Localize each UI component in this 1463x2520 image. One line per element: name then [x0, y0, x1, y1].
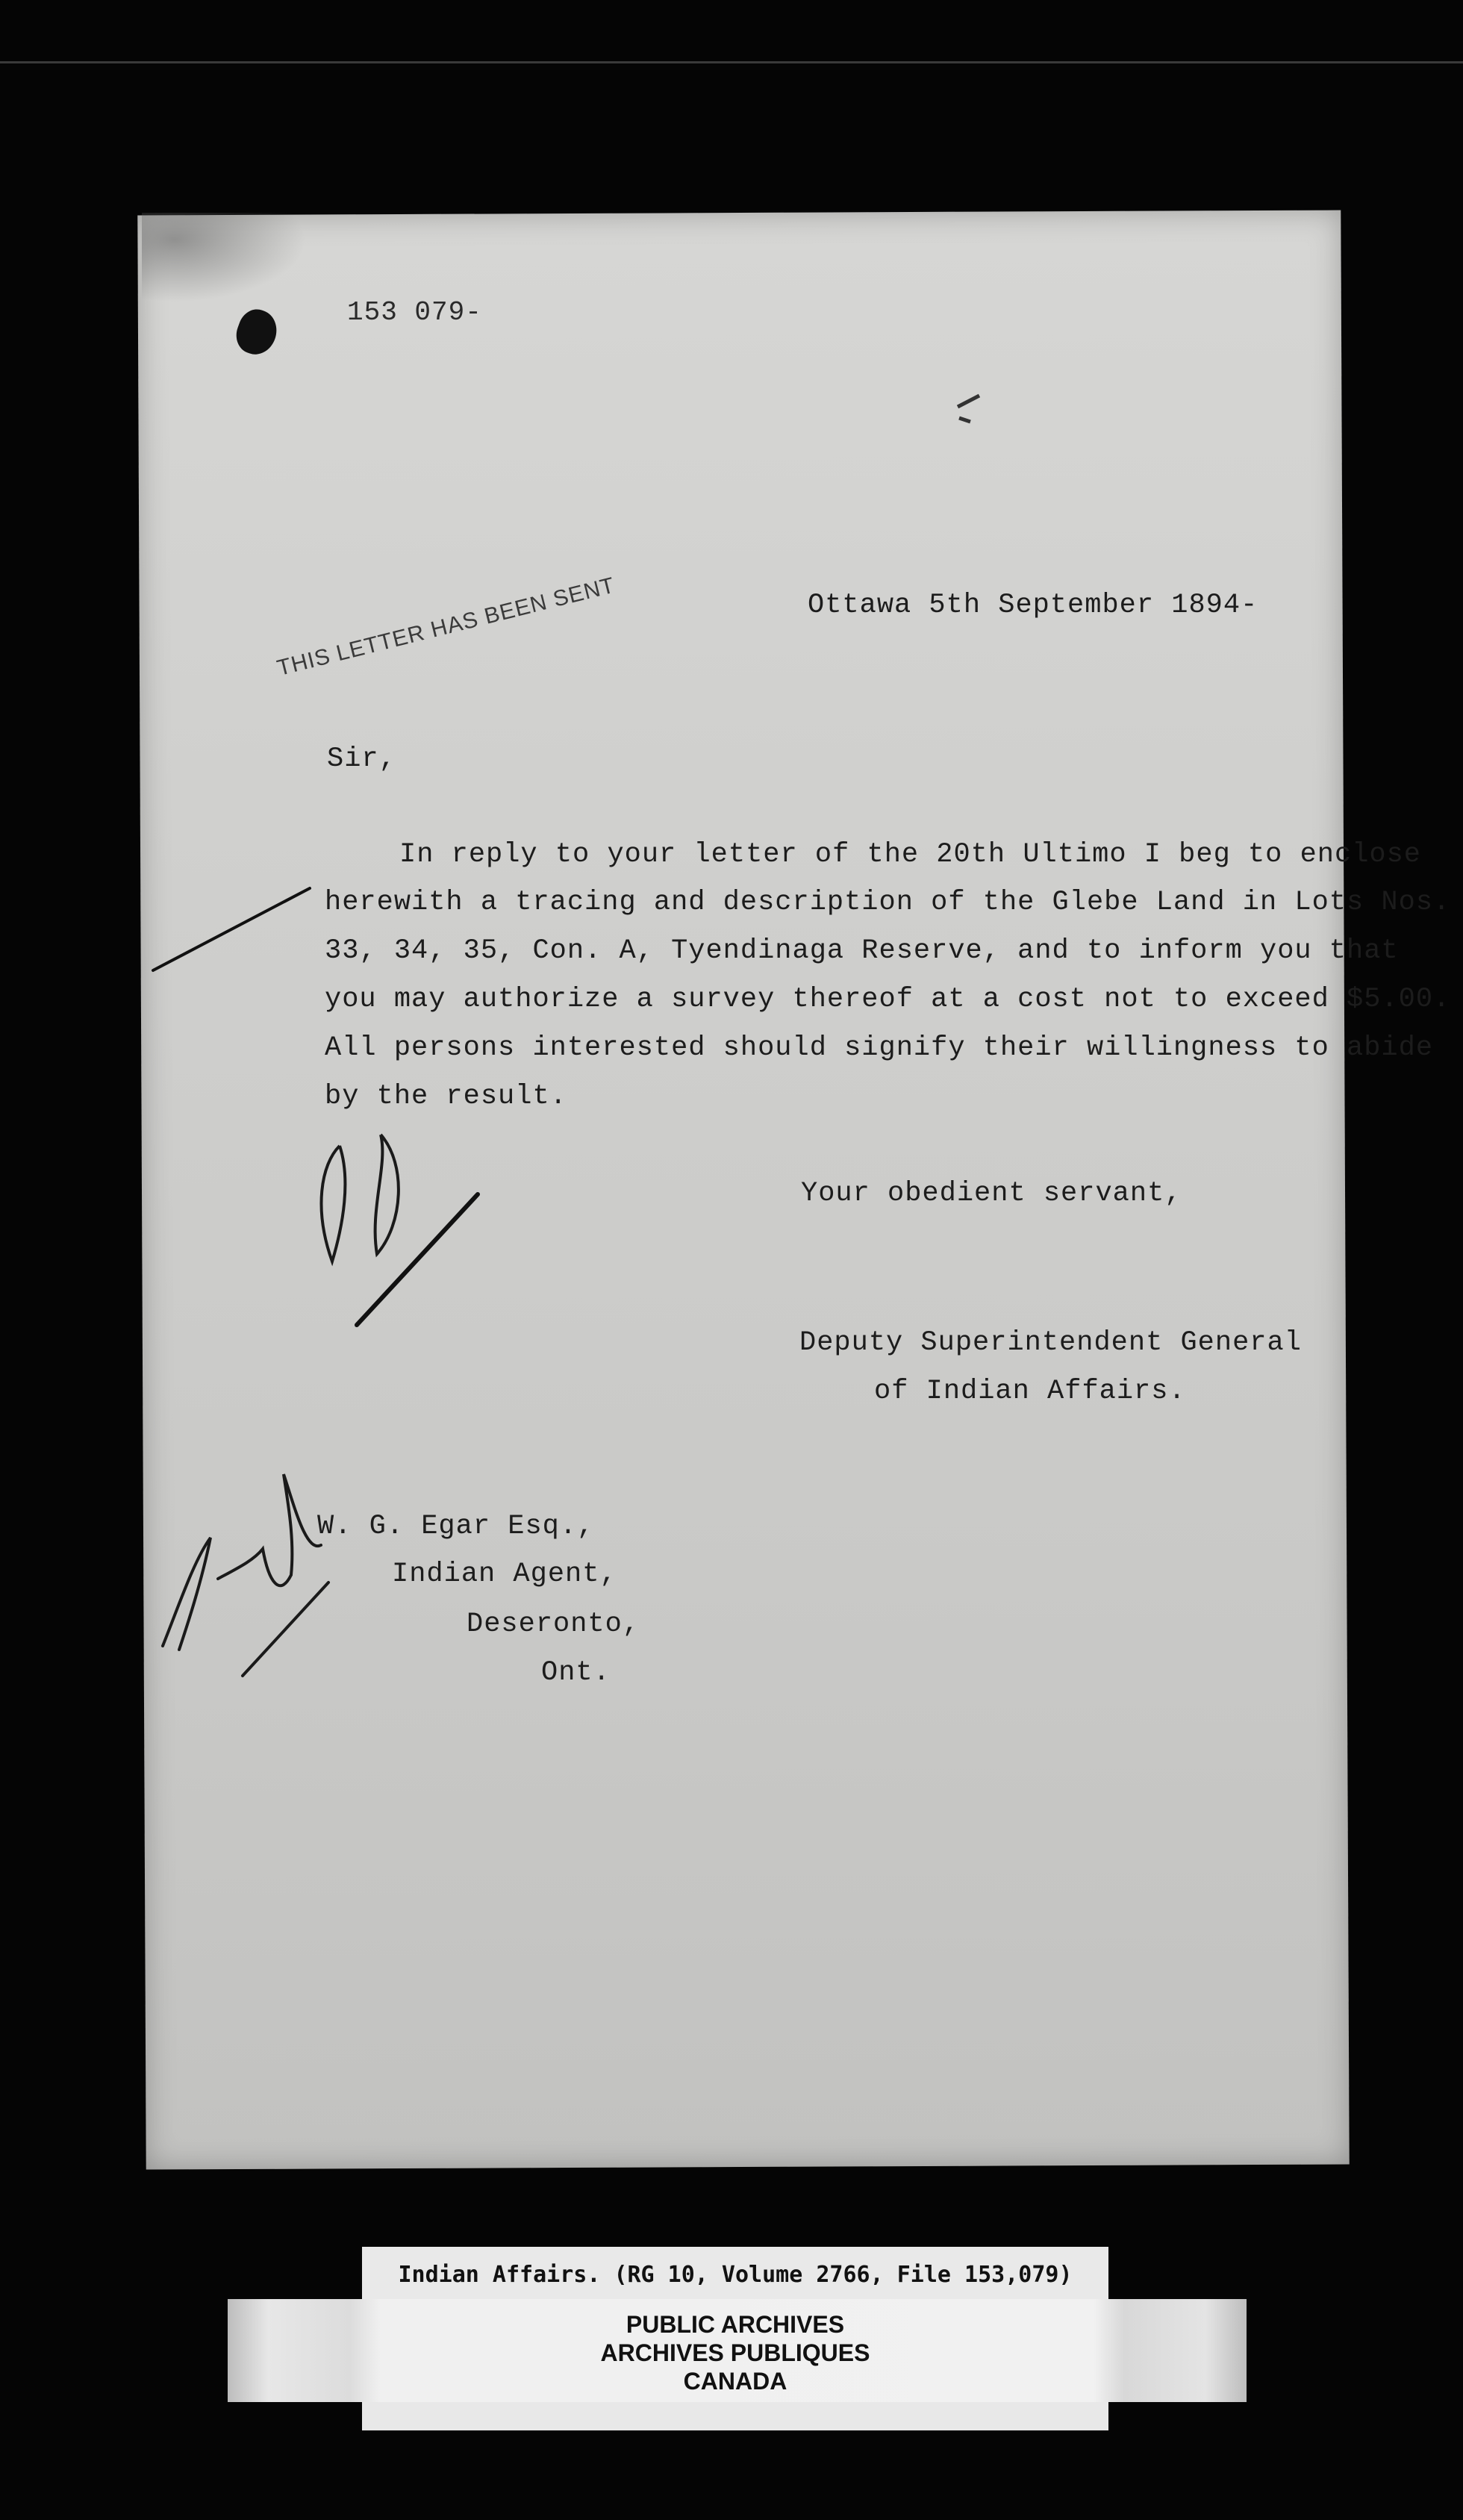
- file-number: 153 079-: [347, 297, 482, 328]
- archive-label-bottom: [362, 2402, 1108, 2430]
- body-line-2: herewith a tracing and description of the Glebe Land in Lots Nos.: [325, 887, 1451, 918]
- body-line-4: you may authorize a survey thereof at a cost not to exceed $5.00.: [325, 984, 1451, 1015]
- paper-mark: [958, 396, 979, 422]
- archives-stamp: [355, 2305, 1116, 2401]
- initials-mark: [322, 1135, 399, 1261]
- signature-title-line-1: Deputy Superintendent General: [799, 1327, 1302, 1359]
- body-line-1: In reply to your letter of the 20th Ultimo I beg to enclose: [399, 839, 1422, 870]
- archives-line-1: PUBLIC ARCHIVES: [626, 2311, 845, 2338]
- addressee-name: W. G. Egar Esq.,: [317, 1511, 595, 1542]
- body-line-3: 33, 34, 35, Con. A, Tyendinaga Reserve, and to inform you that: [325, 935, 1399, 967]
- body-line-6: by the result.: [325, 1081, 567, 1112]
- archives-line-2: ARCHIVES PUBLIQUES: [600, 2339, 870, 2366]
- body-line-5: All persons interested should signify their willingness to abide: [325, 1032, 1434, 1064]
- margin-pen-stroke: [153, 888, 310, 970]
- addressee-title: Indian Agent,: [392, 1559, 617, 1590]
- handwritten-signature: [163, 1474, 328, 1676]
- salutation: Sir,: [327, 743, 396, 775]
- archive-reference: Indian Affairs. (RG 10, Volume 2766, File 153,079): [398, 2261, 1073, 2288]
- date-line: Ottawa 5th September 1894-: [808, 590, 1258, 621]
- signature-title-line-2: of Indian Affairs.: [874, 1376, 1186, 1407]
- sent-stamp: THIS LETTER HAS BEEN SENT: [275, 573, 618, 682]
- addressee-city: Deseronto,: [467, 1609, 640, 1640]
- closing-line: Your obedient servant,: [801, 1178, 1182, 1209]
- archive-reference-label: [362, 2247, 1108, 2302]
- addressee-province: Ont.: [541, 1657, 611, 1688]
- archives-line-3: CANADA: [683, 2368, 787, 2395]
